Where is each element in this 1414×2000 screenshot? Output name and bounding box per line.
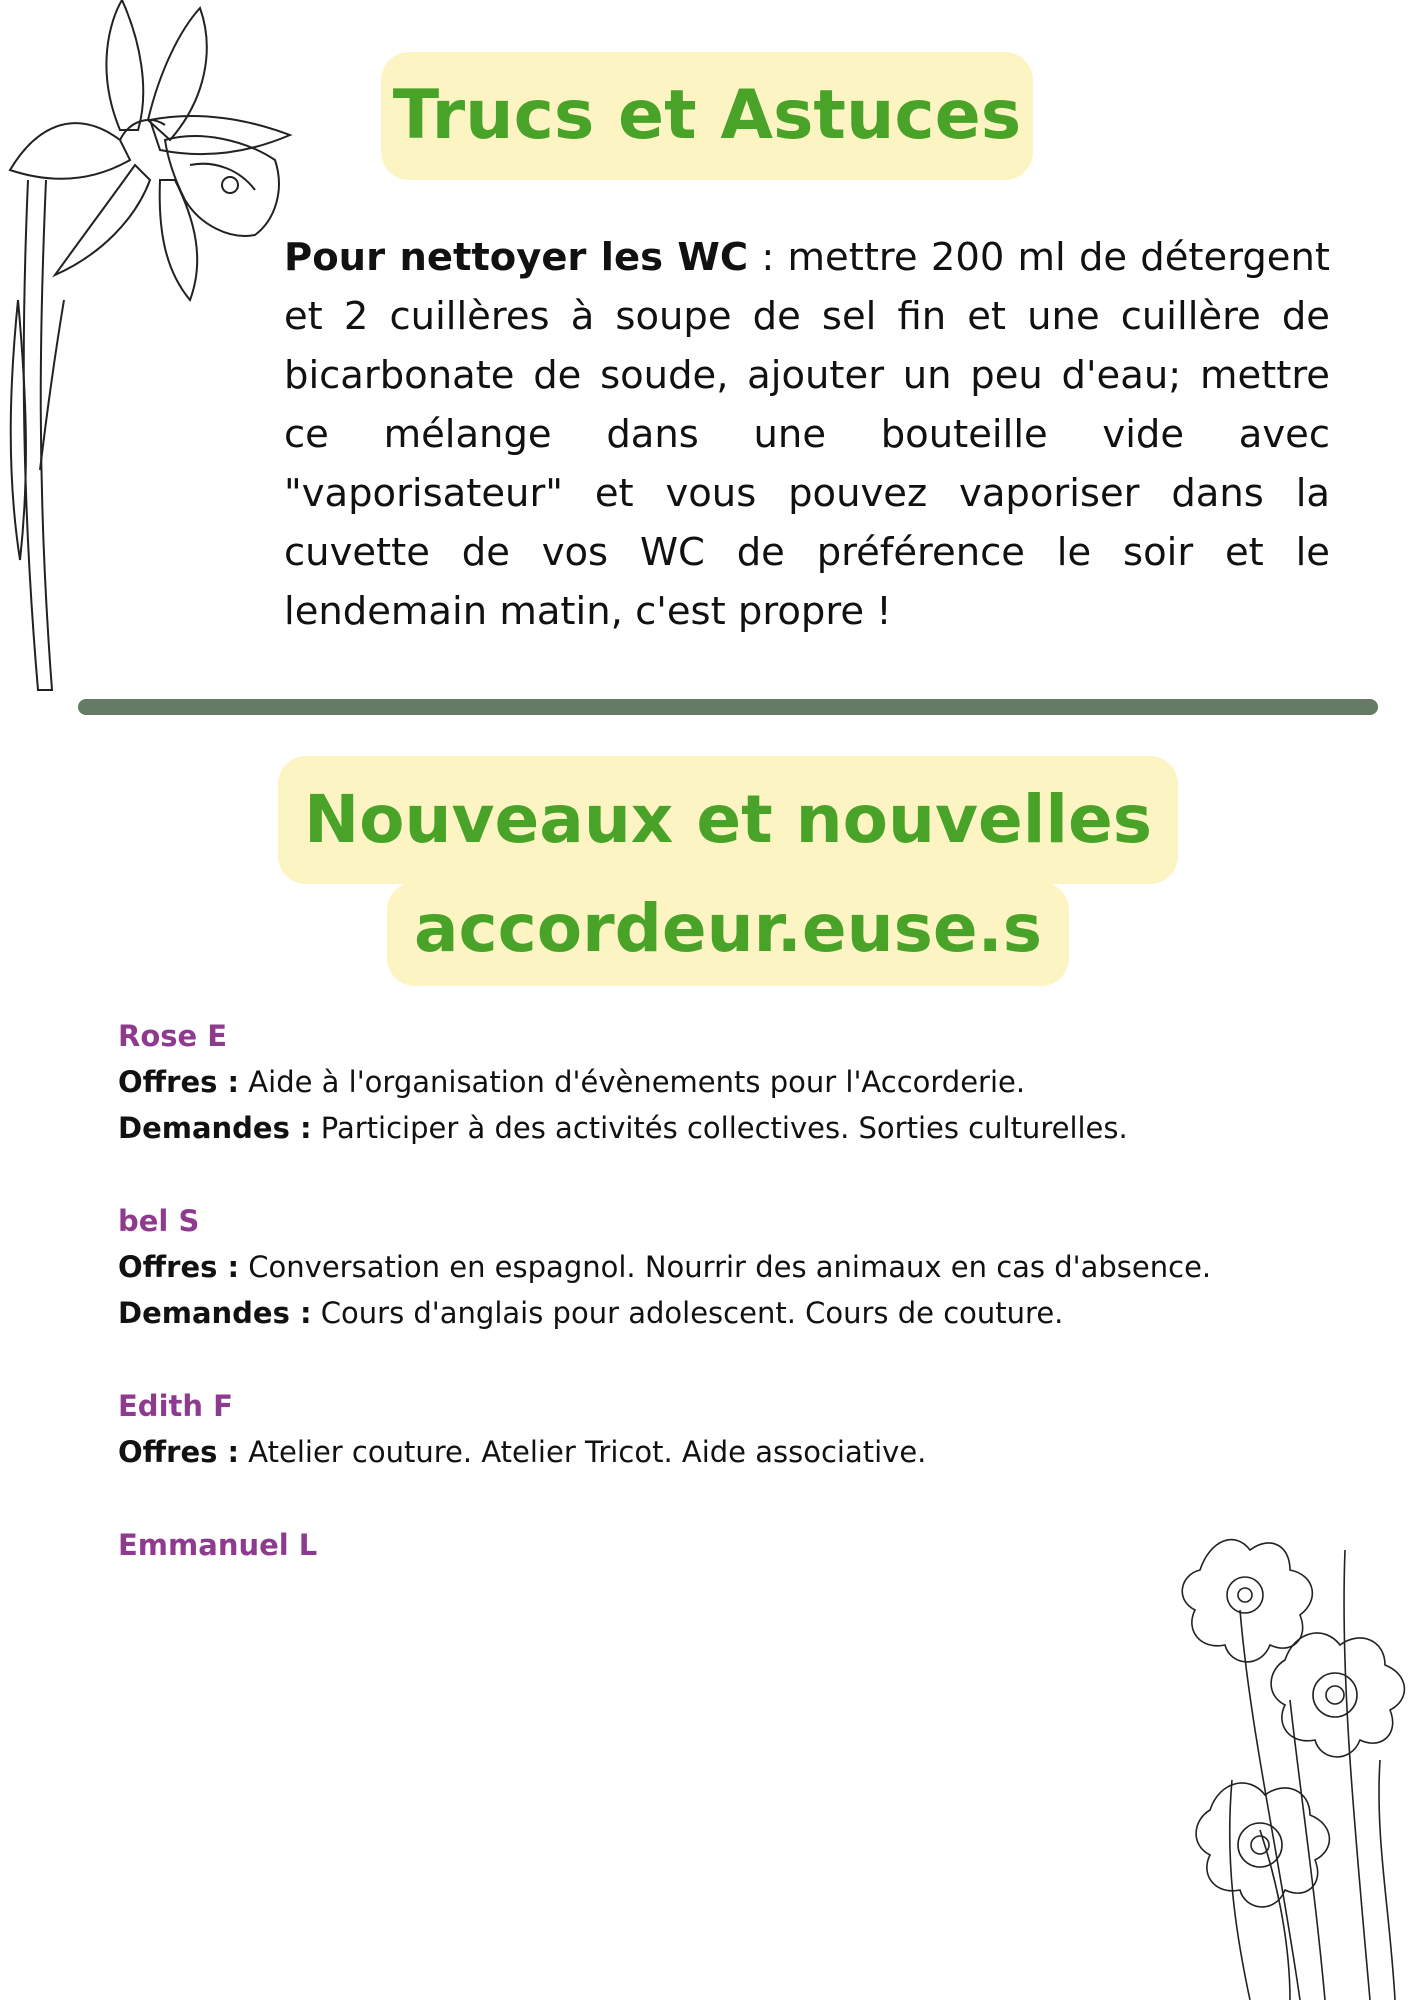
member-entry <box>118 1198 1211 1336</box>
offres-text: Atelier couture. Atelier Tricot. Aide associative. <box>248 1435 927 1469</box>
member-offres <box>118 1244 1211 1290</box>
member-demandes <box>118 1105 1128 1151</box>
member-offres <box>118 1429 926 1475</box>
tip-text: : mettre 200 ml de détergent et 2 cuillères à soupe de sel fin et une cuillère de bicarbonate de soude, ajouter un peu d'eau; mettre ce mélange dans une bouteille vide avec "vaporisateur" et vous pouvez vaporiser dans la cuvette de vos WC de préférence le soir et le lendemain matin, c'est propre ! <box>284 235 1330 634</box>
member-demandes <box>118 1290 1211 1336</box>
section-divider <box>78 699 1378 715</box>
demandes-label: Demandes : <box>118 1111 312 1145</box>
tip-heading: Pour nettoyer les WC <box>284 235 749 280</box>
members-title-line2: accordeur.euse.s <box>387 882 1069 986</box>
offres-text: Aide à l'organisation d'évènements pour l'Accorderie. <box>248 1065 1026 1099</box>
offres-text: Conversation en espagnol. Nourrir des animaux en cas d'absence. <box>248 1250 1212 1284</box>
demandes-label: Demandes : <box>118 1296 312 1330</box>
member-name: bel S <box>118 1204 200 1238</box>
offres-label: Offres : <box>118 1065 240 1099</box>
member-entry <box>118 1013 1128 1151</box>
tip-paragraph <box>284 228 1330 641</box>
member-offres <box>118 1059 1128 1105</box>
member-name: Rose E <box>118 1019 228 1053</box>
offres-label: Offres : <box>118 1435 240 1469</box>
demandes-text: Cours d'anglais pour adolescent. Cours de couture. <box>320 1296 1064 1330</box>
member-entry <box>118 1383 926 1475</box>
offres-label: Offres : <box>118 1250 240 1284</box>
members-title-line1: Nouveaux et nouvelles <box>278 756 1178 884</box>
demandes-text: Participer à des activités collectives. Sorties culturelles. <box>320 1111 1128 1145</box>
member-name: Edith F <box>118 1389 233 1423</box>
member-entry <box>118 1522 317 1568</box>
member-name: Emmanuel L <box>118 1528 318 1562</box>
daffodil-illustration-top-left-icon <box>0 0 310 700</box>
daffodil-illustration-bottom-right-icon <box>1140 1530 1414 2000</box>
tips-title: Trucs et Astuces <box>381 52 1033 180</box>
